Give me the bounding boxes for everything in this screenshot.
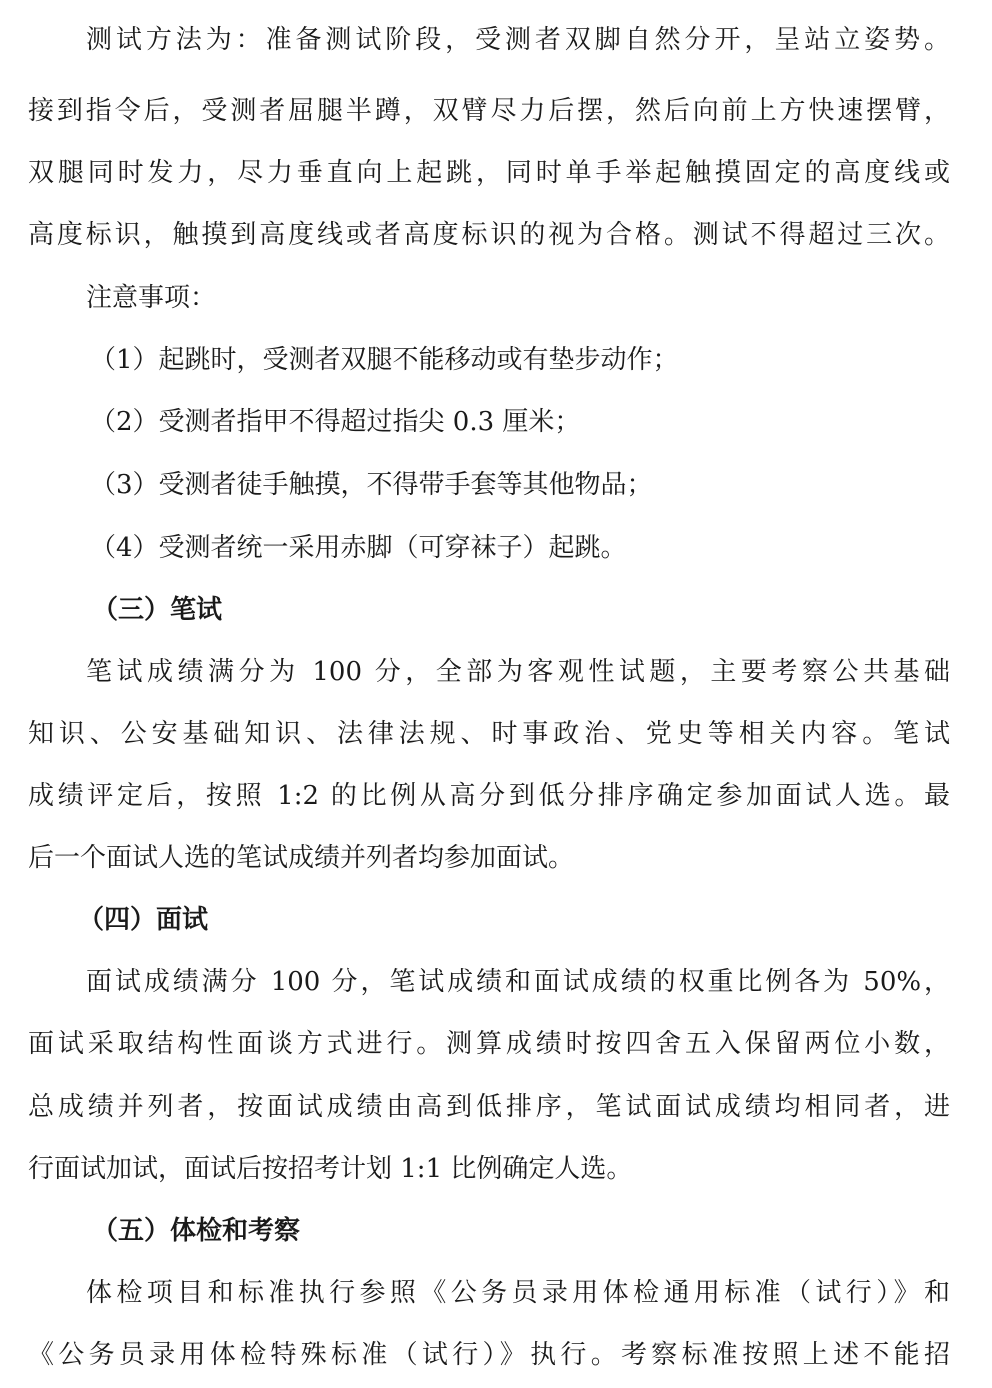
paragraph-line: 后一个面试人选的笔试成绩并列者均参加面试。: [28, 843, 575, 873]
list-item: （2）受测者指甲不得超过指尖 0.3 厘米；: [90, 407, 581, 437]
paragraph-line: 《公务员录用体检特殊标准（试行）》执行。考察标准按照上述不能招: [28, 1340, 950, 1370]
paragraph-line: 行面试加试，面试后按招考计划 1:1 比例确定人选。: [28, 1154, 633, 1184]
paragraph-line: 面试成绩满分 100 分，笔试成绩和面试成绩的权重比例各为 50%，: [86, 967, 950, 997]
paragraph-line: 总成绩并列者，按面试成绩由高到低排序，笔试面试成绩均相同者，进: [28, 1092, 950, 1122]
notes-label: 注意事项：: [86, 283, 217, 313]
paragraph-line: 双腿同时发力，尽力垂直向上起跳，同时单手举起触摸固定的高度线或: [28, 158, 950, 188]
paragraph-line: 知识、公安基础知识、法律法规、时事政治、党史等相关内容。笔试: [28, 719, 950, 749]
list-item: （1）起跳时，受测者双腿不能移动或有垫步动作；: [90, 345, 679, 375]
paragraph-line: 接到指令后，受测者屈腿半蹲，双臂尽力后摆，然后向前上方快速摆臂，: [28, 96, 950, 126]
section-heading: （三）笔试: [92, 595, 223, 625]
paragraph-line: 笔试成绩满分为 100 分，全部为客观性试题，主要考察公共基础: [86, 657, 950, 687]
list-item: （3）受测者徒手触摸，不得带手套等其他物品；: [90, 470, 653, 500]
section-heading: （四）面试: [78, 905, 209, 935]
section-heading: （五）体检和考察: [92, 1216, 301, 1246]
paragraph-line: 高度标识，触摸到高度线或者高度标识的视为合格。测试不得超过三次。: [28, 220, 950, 250]
paragraph-line: 成绩评定后，按照 1:2 的比例从高分到低分排序确定参加面试人选。最: [28, 781, 950, 811]
paragraph-line: 测试方法为：准备测试阶段，受测者双脚自然分开，呈站立姿势。: [86, 25, 950, 55]
paragraph-line: 体检项目和标准执行参照《公务员录用体检通用标准（试行）》和: [86, 1278, 950, 1308]
list-item: （4）受测者统一采用赤脚（可穿袜子）起跳。: [90, 533, 627, 563]
paragraph-line: 面试采取结构性面谈方式进行。测算成绩时按四舍五入保留两位小数，: [28, 1029, 950, 1059]
